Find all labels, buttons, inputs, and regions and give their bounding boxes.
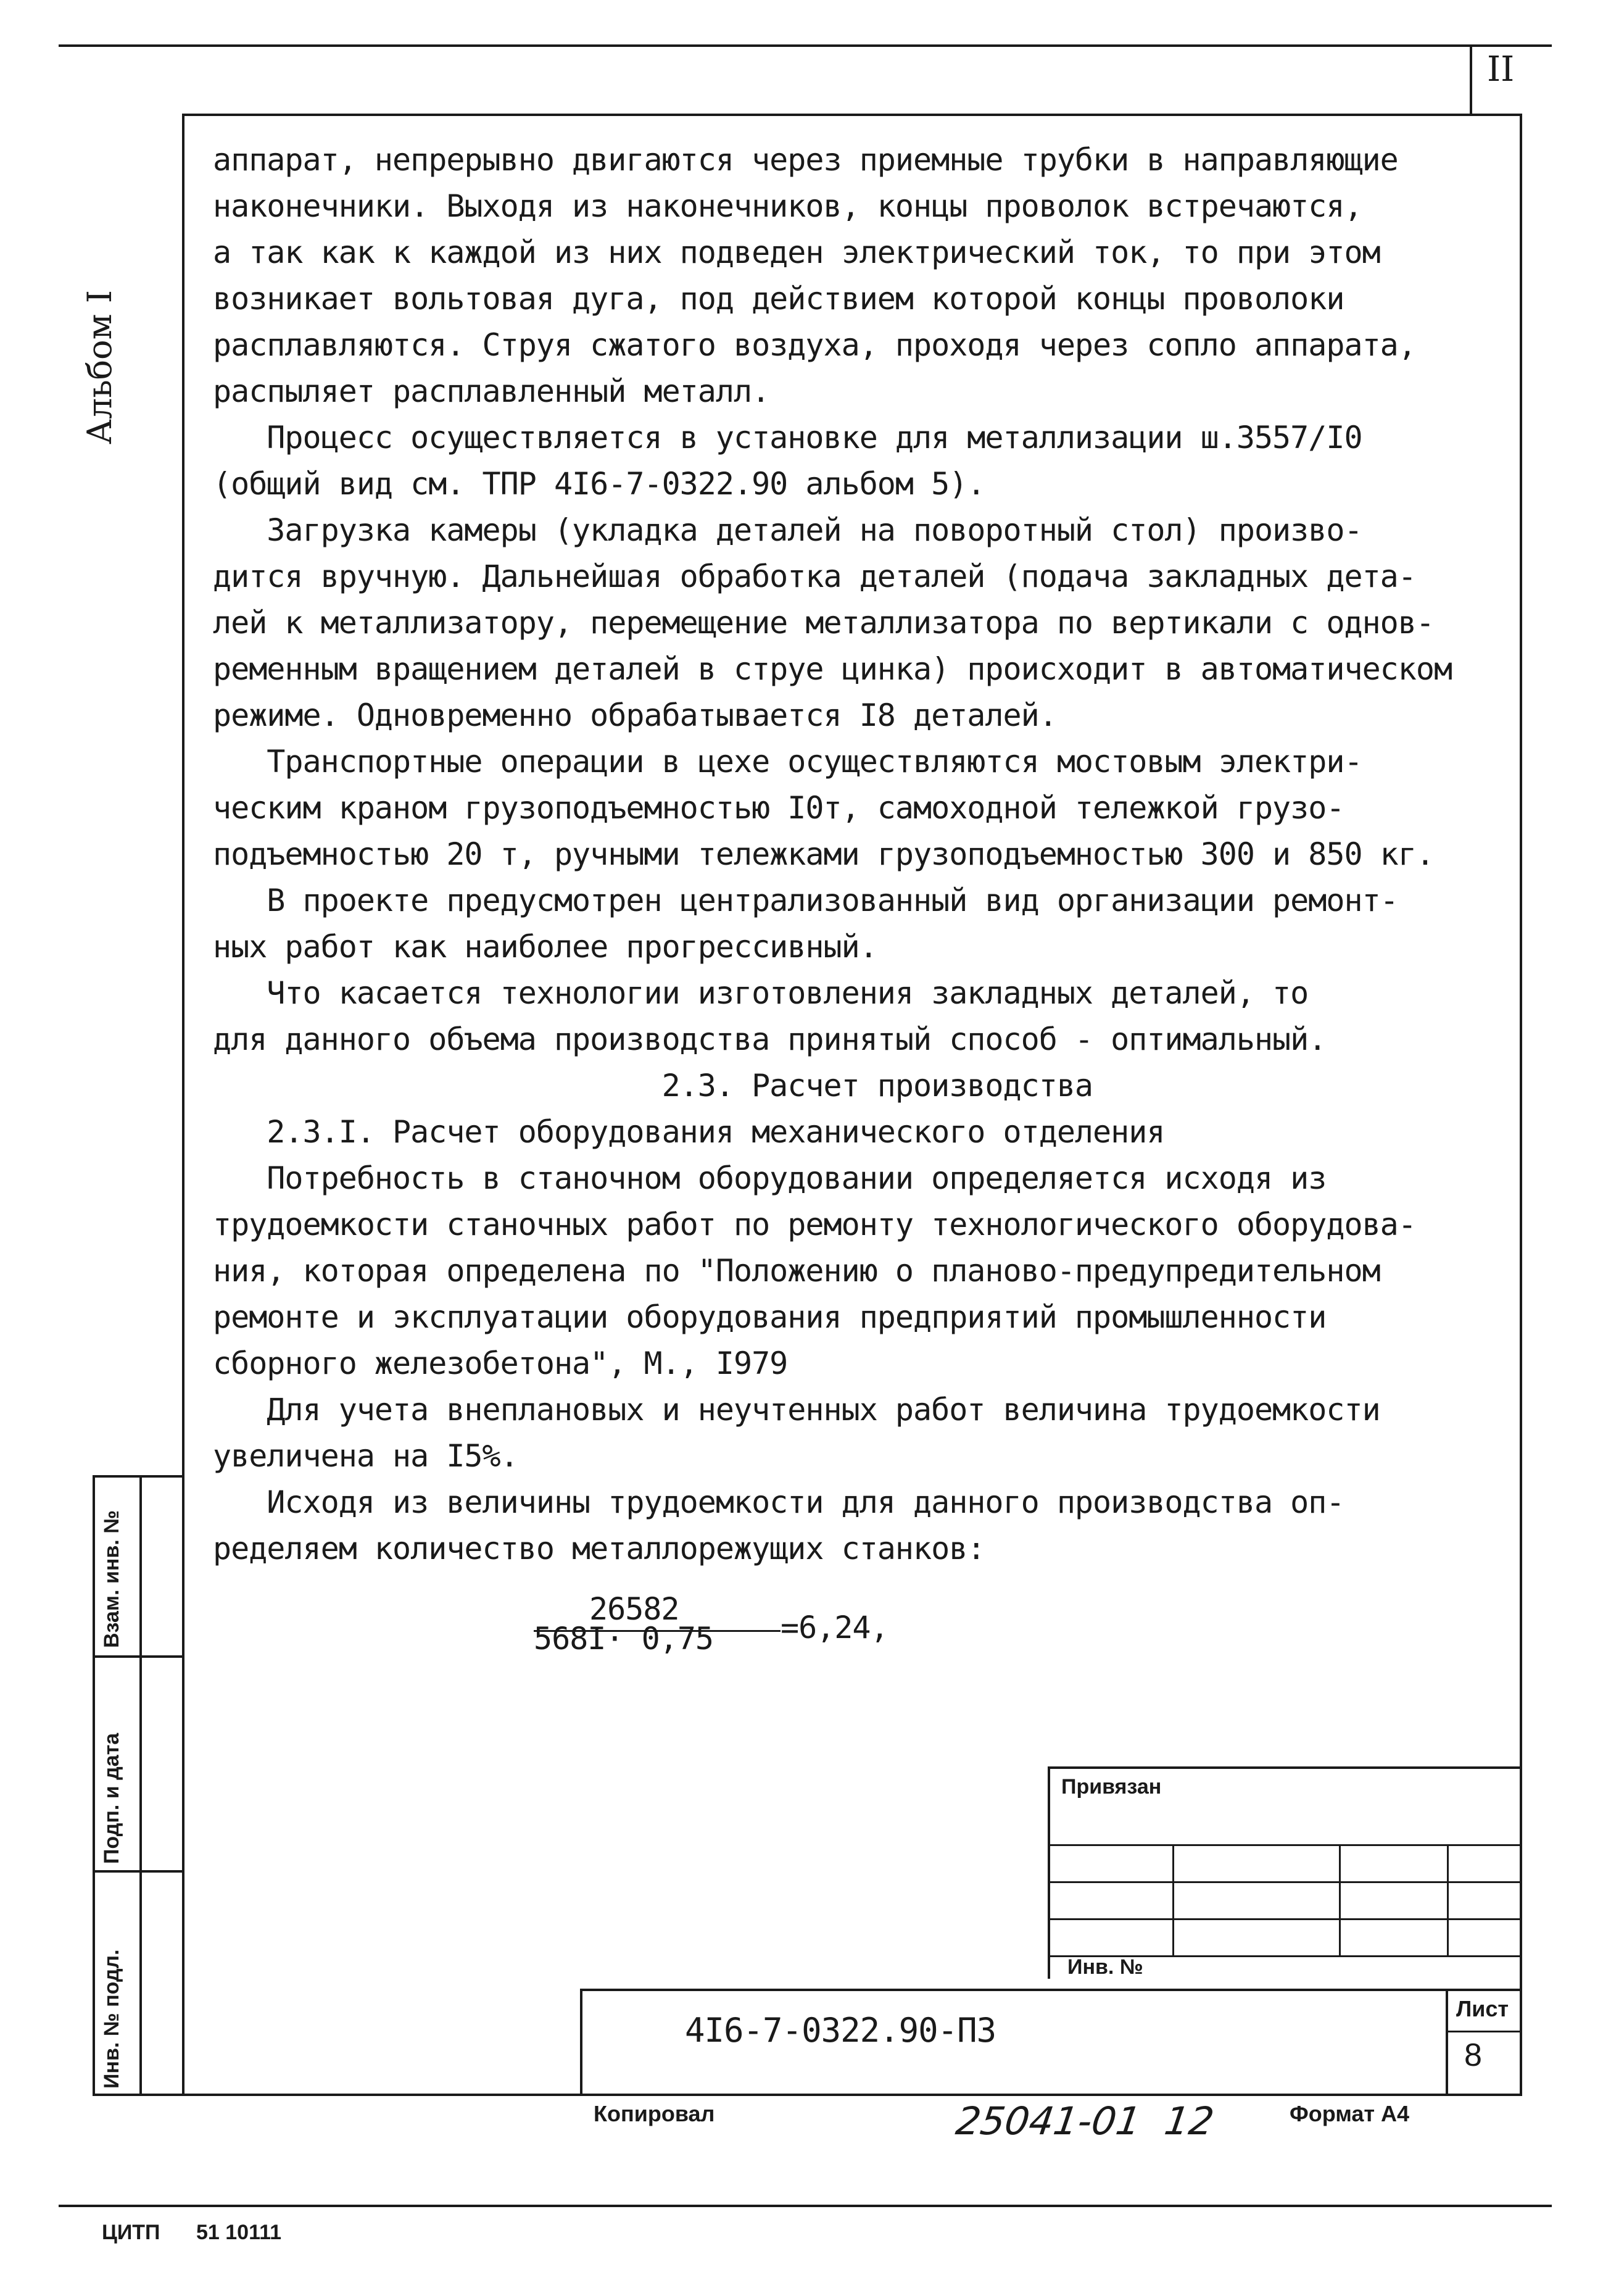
text-line: режиме. Одновременно обрабатывается I8 деталей.: [213, 697, 1057, 733]
section-heading: 2.3. Расчет производства: [213, 1068, 1093, 1104]
code-block-left: [580, 1989, 582, 2096]
citp-code: 51 10111: [196, 2221, 282, 2244]
citp-label: ЦИТП: [102, 2221, 160, 2244]
text-line: трудоемкости станочных работ по ремонту технологического оборудова-: [213, 1207, 1416, 1242]
text-line: лей к металлизатору, перемещение металлизатора по вертикали с однов-: [213, 605, 1434, 641]
frame-top: [182, 114, 1522, 116]
subsection-heading: 2.3.I. Расчет оборудования механического отделения: [213, 1114, 1165, 1150]
top-rule: [59, 44, 1552, 47]
text-line: ческим краном грузоподъемностью I0т, самоходной тележкой грузо-: [213, 790, 1344, 826]
text-line: ределяем количество металлорежущих станков:: [213, 1531, 985, 1566]
title-grid-h2: [1048, 1881, 1522, 1883]
text-line: дится вручную. Дальнейшая обработка деталей (подача закладных дета-: [213, 559, 1416, 594]
side-stamp-left: [93, 1475, 95, 2096]
text-line: Транспортные операции в цехе осуществляются мостовым электри-: [213, 744, 1362, 780]
title-grid-v3: [1447, 1844, 1449, 1955]
text-line: В проекте предусмотрен централизованный вид организации ремонт-: [213, 883, 1398, 918]
text-line: подъемностью 20 т, ручными тележками грузоподъемностью 300 и 850 кг.: [213, 836, 1434, 872]
sheet-number: 8: [1464, 2037, 1482, 2073]
frame-bottom: [93, 2094, 1522, 2096]
title-grid-v2: [1339, 1844, 1341, 1955]
page-number-top: II: [1487, 49, 1515, 89]
copied-label: Копировал: [594, 2101, 715, 2126]
text-line: Исходя из величины трудоемкости для данного производства оп-: [213, 1484, 1344, 1520]
sheet-label: Лист: [1456, 1996, 1509, 2021]
title-grid-h1: [1048, 1844, 1522, 1846]
text-line: ния, которая определена по "Положению о планово-предупредительном: [213, 1253, 1380, 1289]
side-stamp-top: [93, 1475, 184, 1478]
text-line: увеличена на I5%.: [213, 1438, 518, 1474]
text-line: Процесс осуществляется в установке для металлизации ш.3557/I0: [213, 420, 1362, 455]
privyazan-label: Привязан: [1061, 1775, 1162, 1799]
text-line: Потребность в станочном оборудовании определяется исходя из: [213, 1160, 1327, 1196]
title-grid-v1: [1172, 1844, 1174, 1955]
footer-rule: [59, 2205, 1552, 2207]
text-line: (общий вид см. ТПР 4I6-7-0322.90 альбом 5).: [213, 466, 985, 502]
text-line: расплавляются. Струя сжатого воздуха, проходя через сопло аппарата,: [213, 327, 1416, 363]
formula-result: =6,24,: [781, 1610, 888, 1645]
side-stamp-divider: [139, 1475, 142, 2096]
frame-right: [1520, 114, 1522, 2096]
podp-data-label: Подп. и дата: [100, 1732, 123, 1864]
text-line: сборного железобетона", М., I979: [213, 1346, 788, 1381]
side-stamp-row-1: [93, 1655, 184, 1658]
sheet-label-underline: [1446, 2031, 1522, 2032]
text-line: Для учета внеплановых и неучтенных работ величина трудоемкости: [213, 1392, 1380, 1428]
vzam-inv-label: Взам. инв. №: [100, 1510, 123, 1648]
title-grid-h3: [1048, 1918, 1522, 1920]
frame-left: [182, 114, 184, 2096]
album-label: Альбом I: [80, 289, 119, 444]
text-line: аппарат, непрерывно двигаются через приемные трубки в направляющие: [213, 142, 1398, 178]
inv-podl-label: Инв. № подл.: [100, 1949, 123, 2089]
text-line: ремонте и эксплуатации оборудования предприятий промышленности: [213, 1299, 1327, 1335]
text-line: ременным вращением деталей в струе цинка) происходит в автоматическом: [213, 651, 1452, 687]
title-block-left: [1048, 1766, 1050, 1979]
title-block-top: [1048, 1766, 1522, 1769]
formula-numerator: 26582: [589, 1591, 679, 1627]
handwritten-note: 25041-01 12: [953, 2098, 1217, 2144]
text-line: наконечники. Выходя из наконечников, концы проволок встречаются,: [213, 188, 1362, 224]
text-line: Что касается технологии изготовления закладных деталей, то: [213, 975, 1309, 1011]
page-box-left: [1470, 44, 1472, 114]
text-line: для данного объема производства принятый способ - оптимальный.: [213, 1021, 1327, 1057]
formula-denominator: 568I· 0,75: [534, 1621, 714, 1657]
code-block-divider: [1446, 1989, 1448, 2096]
code-block-top: [580, 1989, 1522, 1991]
document-code: 4I6-7-0322.90-ПЗ: [685, 2011, 996, 2050]
text-line: возникает вольтовая дуга, под действием которой концы проволоки: [213, 281, 1344, 317]
text-line: а так как к каждой из них подведен электрический ток, то при этом: [213, 235, 1380, 270]
text-line: распыляет расплавленный металл.: [213, 373, 770, 409]
format-label: Формат А4: [1290, 2101, 1410, 2126]
inv-no-label: Инв. №: [1067, 1955, 1143, 1979]
text-line: ных работ как наиболее прогрессивный.: [213, 929, 877, 965]
side-stamp-row-2: [93, 1870, 184, 1873]
text-line: Загрузка камеры (укладка деталей на поворотный стол) произво-: [213, 512, 1362, 548]
